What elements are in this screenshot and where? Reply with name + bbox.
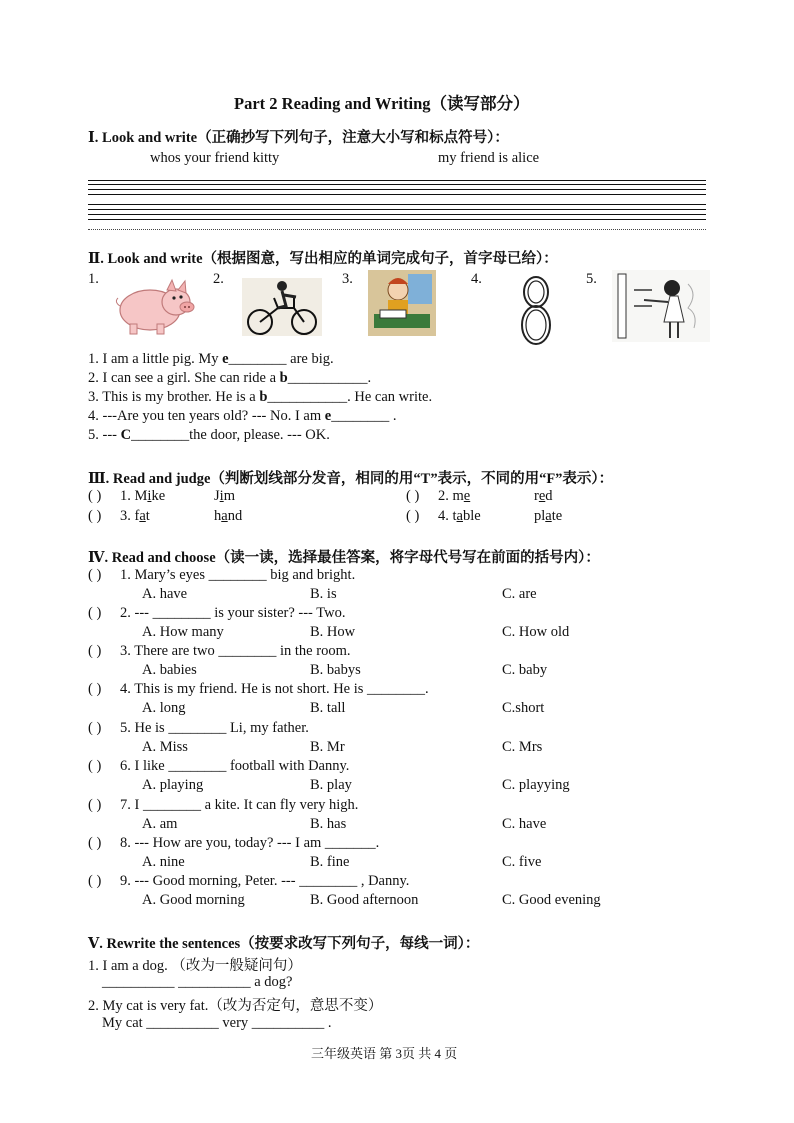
question-text: 3. There are two ________ in the room. [120,643,351,659]
answer-paren[interactable]: ( ) [88,797,102,813]
section-1-heading: Ⅰ. Look and write（正确抄写下列句子，注意大小写和标点符号）： [88,130,509,146]
judge-item-1: 1. Mike [120,488,166,504]
judge-word-hand: hand [214,508,243,524]
copy-prompt-2: my friend is alice [438,150,540,166]
picture-number-5: 5. [586,271,597,287]
answer-paren[interactable]: ( ) [88,643,102,659]
option-c: C. baby [502,662,548,678]
option-c: C. Mrs [502,739,543,755]
option-a: A. have [142,586,188,602]
answer-paren[interactable]: ( ) [88,605,102,621]
option-c: C.short [502,700,545,716]
answer-paren[interactable]: ( ) [88,567,102,583]
option-b: B. has [310,816,347,832]
question-text: 1. Mary’s eyes ________ big and bright. [120,567,356,583]
judge-item-2: 2. me [438,488,471,504]
question-text: 8. --- How are you, today? --- I am _______. [120,835,380,851]
option-a: A. Good morning [142,892,245,908]
section-3-heading: Ⅲ. Read and judge（判断划线部分发音，相同的用“T”表示，不同的用“F”表示）： [88,471,614,487]
girl-riding-bike-picture [242,278,322,336]
answer-paren[interactable]: ( ) [88,835,102,851]
judge-item-3: 3. fat [120,508,150,524]
rewrite-answer-1[interactable]: __________ __________ a dog? [102,974,293,990]
rewrite-sentence-1: 1. I am a dog. （改为一般疑问句） [88,958,302,974]
fill-sentence-3: 3. This is my brother. He is a b___________. He can write. [88,389,433,405]
option-c: C. five [502,854,542,870]
judge-paren-3[interactable]: ( ) [88,508,102,524]
option-b: B. How [310,624,356,640]
question-text: 6. I like ________ football with Danny. [120,758,350,774]
option-c: C. How old [502,624,570,640]
option-a: A. playing [142,777,204,793]
picture-number-2: 2. [213,271,224,287]
judge-word-plate: plate [534,508,563,524]
girl-closing-door-picture [612,270,710,342]
section-2-heading: Ⅱ. Look and write（根据图意，写出相应的单词完成句子，首字母已给）： [88,251,558,267]
question-text: 7. I ________ a kite. It can fly very high. [120,797,359,813]
picture-number-3: 3. [342,271,353,287]
option-a: A. long [142,700,186,716]
boy-writing-picture [368,270,436,336]
question-text: 2. --- ________ is your sister? --- Two. [120,605,346,621]
option-a: A. nine [142,854,185,870]
pig-picture [112,276,196,336]
option-b: B. is [310,586,337,602]
option-b: B. babys [310,662,361,678]
question-text: 9. --- Good morning, Peter. --- ________ , Danny. [120,873,410,889]
fill-sentence-4: 4. ---Are you ten years old? --- No. I am e________ . [88,408,397,424]
option-c: C. Good evening [502,892,601,908]
option-b: B. tall [310,700,346,716]
question-text: 4. This is my friend. He is not short. He is ________. [120,681,429,697]
option-c: C. playying [502,777,570,793]
option-c: C. have [502,816,547,832]
option-b: B. Mr [310,739,345,755]
page-footer: 三年级英语 第 3页 共 4 页 [311,1046,458,1061]
judge-paren-2[interactable]: ( ) [406,488,420,504]
judge-paren-1[interactable]: ( ) [88,488,102,504]
option-b: B. fine [310,854,350,870]
fill-sentence-2: 2. I can see a girl. She can ride a b___________. [88,370,372,386]
option-b: B. play [310,777,352,793]
answer-paren[interactable]: ( ) [88,720,102,736]
answer-paren[interactable]: ( ) [88,681,102,697]
judge-item-4: 4. table [438,508,481,524]
page-title: Part 2 Reading and Writing（读写部分） [234,94,530,113]
judge-word-jim: Jim [214,488,235,504]
option-a: A. babies [142,662,197,678]
question-text: 5. He is ________ Li, my father. [120,720,309,736]
option-c: C. are [502,586,537,602]
section-5-heading: Ⅴ. Rewrite the sentences（按要求改写下列句子，每线一词）： [88,936,480,952]
rewrite-sentence-2: 2. My cat is very fat.（改为否定句，意思不变） [88,998,383,1014]
option-a: A. How many [142,624,224,640]
section-4-heading: Ⅳ. Read and choose（读一读，选择最佳答案，将字母代号写在前面的括号内）： [88,550,600,566]
judge-paren-4[interactable]: ( ) [406,508,420,524]
picture-number-4: 4. [471,271,482,287]
option-a: A. am [142,816,178,832]
fill-sentence-5: 5. --- C________the door, please. --- OK. [88,427,330,443]
answer-paren[interactable]: ( ) [88,758,102,774]
copy-prompt-1: whos your friend kitty [150,150,280,166]
option-a: A. Miss [142,739,188,755]
judge-word-red: red [534,488,553,504]
answer-paren[interactable]: ( ) [88,873,102,889]
option-b: B. Good afternoon [310,892,419,908]
number-eight-picture [516,274,556,348]
picture-number-1: 1. [88,271,99,287]
fill-sentence-1: 1. I am a little pig. My e________ are big. [88,351,334,367]
rewrite-answer-2[interactable]: My cat __________ very __________ . [102,1015,332,1031]
